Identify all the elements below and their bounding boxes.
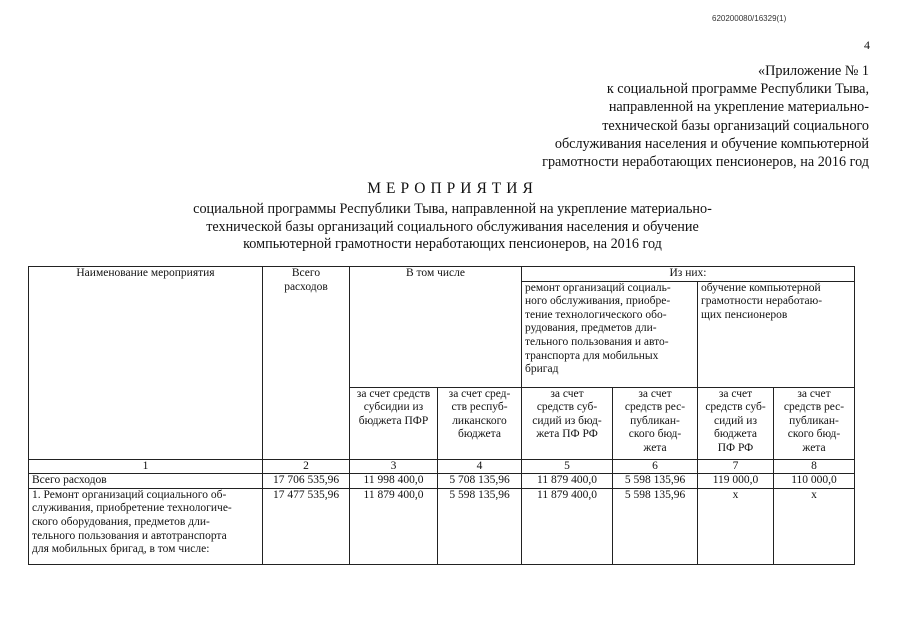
header-total (263, 267, 350, 460)
header-line: средств суб- (705, 401, 766, 414)
document-id: 620200080/16329(1) (712, 14, 787, 23)
row-value: 5 598 135,96 (613, 488, 698, 564)
header-line: за счет (718, 387, 753, 400)
header-line: сидий из бюд- (532, 414, 602, 427)
column-number: 1 (29, 459, 263, 474)
header-line: тельного пользования и авто- (525, 335, 669, 348)
header-line: за счет сред- (448, 387, 511, 400)
header-line: грамотности неработаю- (701, 295, 823, 308)
header-line: бригад (525, 363, 559, 376)
row-name-line: ского оборудования, предметов дли- (32, 515, 210, 528)
row-value: 5 598 135,96 (613, 474, 698, 489)
document-title: МЕРОПРИЯТИЯ (367, 180, 538, 197)
table-row (29, 474, 855, 489)
header-line: жета (643, 441, 667, 454)
appendix-line: к социальной программе Республики Тыва, (606, 81, 869, 98)
header-line: субсидии из (363, 401, 424, 414)
row-value: x (698, 488, 774, 564)
column-number: 4 (438, 459, 522, 474)
header-line: ного обслуживания, приобре- (525, 295, 671, 308)
header-line: сидий из (714, 414, 757, 427)
row-value: 17 477 535,96 (263, 488, 350, 564)
column-number: 5 (522, 459, 613, 474)
subtitle-line: социальной программы Республики Тыва, направленной на укрепление материально- (193, 201, 712, 217)
row-value: 11 879 400,0 (522, 474, 613, 489)
header-line: ского бюд- (787, 428, 841, 441)
appendix-line: технической базы организаций социального (602, 117, 869, 134)
header-sub-4 (613, 387, 698, 459)
subtitle-line: технической базы организаций социального обслуживания населения и обучение (206, 218, 699, 235)
row-name-line: 1. Ремонт организаций социального об- (32, 488, 227, 501)
header-line: ремонт организаций социаль- (525, 281, 671, 294)
header-total-line: Всего (291, 267, 321, 279)
events-table (28, 266, 855, 565)
header-training-group (698, 281, 855, 387)
header-line: щих пенсионеров (701, 308, 788, 321)
header-line: средств рес- (783, 401, 845, 414)
column-number: 6 (613, 459, 698, 474)
header-line: ПФ РФ (717, 441, 754, 454)
appendix-line: обслуживания населения и обучение компьютерной (554, 135, 869, 152)
column-number: 8 (774, 459, 855, 474)
header-line: средств рес- (624, 401, 686, 414)
header-line: за счет средств (356, 387, 431, 400)
header-sub-6 (774, 387, 855, 459)
row-value: x (774, 488, 855, 564)
header-line: ств респуб- (451, 401, 508, 414)
header-line: ского бюд- (628, 428, 682, 441)
header-of-them: Из них: (522, 267, 855, 282)
column-number: 2 (263, 459, 350, 474)
row-name (29, 488, 263, 564)
page-number: 4 (864, 38, 870, 52)
header-line: публикан- (630, 414, 680, 427)
header-line: жета (802, 441, 826, 454)
header-repair-group (522, 281, 698, 387)
appendix-line: «Приложение № 1 (758, 63, 869, 79)
header-sub-2 (438, 387, 522, 459)
row-value: 5 598 135,96 (438, 488, 522, 564)
subtitle-line: компьютерной грамотности неработающих пенсионеров, на 2016 год (243, 236, 662, 252)
header-total-line: расходов (284, 280, 328, 293)
row-value: 11 879 400,0 (350, 488, 438, 564)
table-row (29, 488, 855, 564)
header-line: обучение компьютерной (701, 281, 821, 294)
header-sub-3 (522, 387, 613, 459)
header-line: бюджета (714, 428, 757, 441)
row-value: 5 708 135,96 (438, 474, 522, 489)
header-line: за счет (797, 387, 831, 400)
header-name: Наименование мероприятия (29, 267, 263, 460)
appendix-line: направленной на укрепление материально- (608, 99, 869, 116)
document-subtitle (0, 201, 905, 254)
header-sub-1 (350, 387, 438, 459)
header-line: ликанского (452, 414, 507, 427)
column-number-row (29, 459, 855, 474)
column-number: 7 (698, 459, 774, 474)
header-sub-5 (698, 387, 774, 459)
header-line: за счет (550, 387, 584, 400)
header-line: жета ПФ РФ (536, 428, 598, 441)
header-including: В том числе (350, 267, 522, 388)
row-name-line: для мобильных бригад, в том числе: (32, 543, 210, 556)
header-line: публикан- (789, 414, 839, 427)
header-line: за счет (638, 387, 672, 400)
row-name-line: служивания, приобретение технологиче- (32, 502, 232, 515)
header-line: транспорта для мобильных (525, 349, 659, 362)
header-line: тение технологического обо- (525, 308, 667, 321)
row-value: 11 879 400,0 (522, 488, 613, 564)
column-number: 3 (350, 459, 438, 474)
appendix-line: грамотности неработающих пенсионеров, на 2016 год (542, 154, 869, 171)
row-value: 11 998 400,0 (350, 474, 438, 489)
row-value: 119 000,0 (698, 474, 774, 489)
row-value: 110 000,0 (774, 474, 855, 489)
row-value: 17 706 535,96 (263, 474, 350, 489)
header-line: рудования, предметов дли- (525, 322, 657, 335)
header-line: средств суб- (536, 401, 598, 414)
header-line: бюджета (458, 428, 501, 441)
row-name: Всего расходов (29, 474, 263, 489)
appendix-note (469, 62, 869, 171)
row-name-line: тельного пользования и автотранспорта (32, 529, 227, 542)
header-line: бюджета ПФР (358, 414, 429, 427)
